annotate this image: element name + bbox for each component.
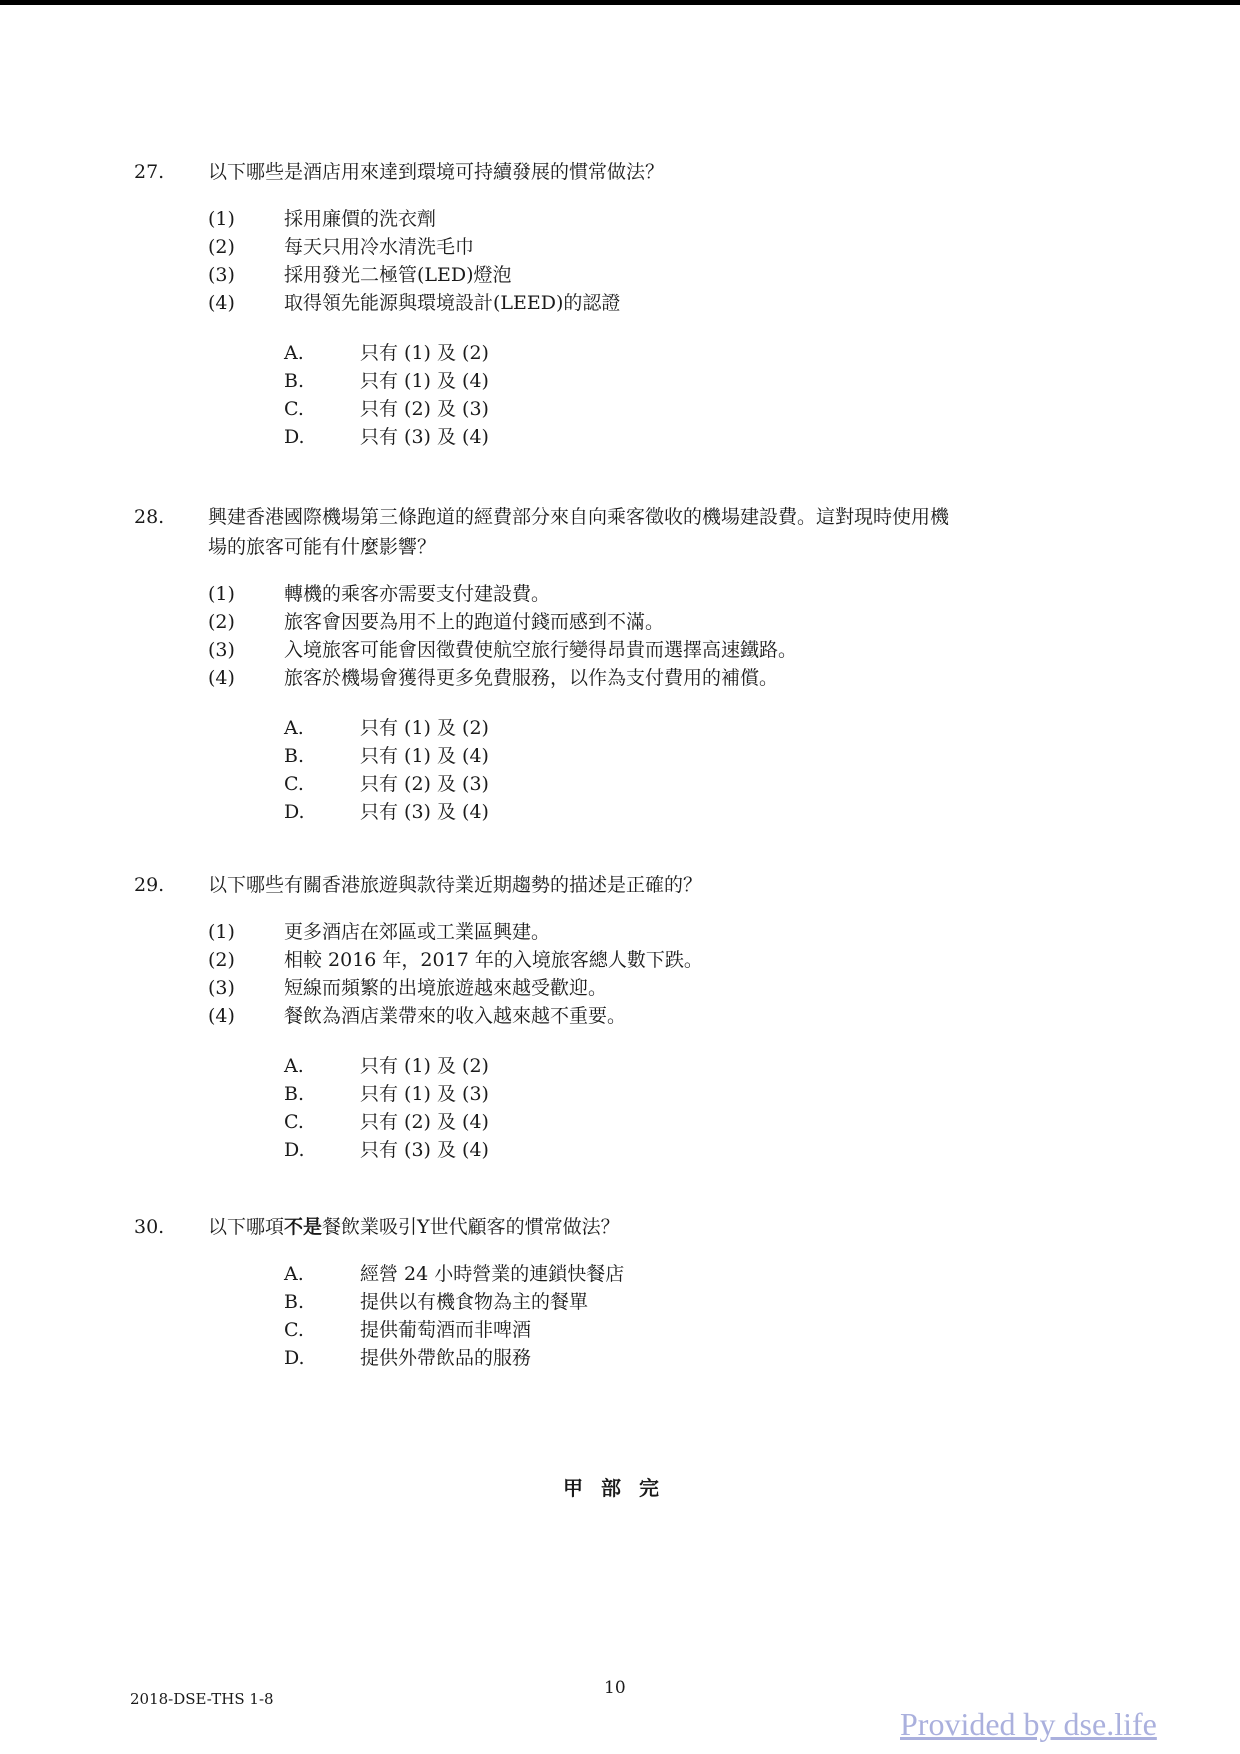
top-border [0,0,1240,5]
question-text-line-1: 興建香港國際機場第三條跑道的經費部分來自向乘客徵收的機場建設費。這對現時使用機 [208,506,950,528]
option-item: C. 只有 (2) 及 (3) [284,773,489,795]
question-text-line-2: 場的旅客可能有什麼影響？ [208,536,437,558]
option-item: A. 只有 (1) 及 (2) [284,1055,489,1077]
statement-item: (1) 轉機的乘客亦需要支付建設費。 [208,583,551,605]
statement-list [134,918,1134,1030]
option-item: C. 提供葡萄酒而非啤酒 [284,1319,532,1341]
statement-item: (2) 相較 2016 年，2017 年的入境旅客總人數下跌。 [208,949,703,971]
statement-item: (1) 採用廉價的洗衣劑 [208,208,437,230]
statement-item: (4) 旅客於機場會獲得更多免費服務，以作為支付費用的補償。 [208,667,779,689]
question-text: 以下哪些有關香港旅遊與款待業近期趨勢的描述是正確的？ [208,874,703,896]
option-item: D. 只有 (3) 及 (4) [284,801,489,823]
option-item: D. 只有 (3) 及 (4) [284,426,489,448]
question-number: 29. [134,874,165,896]
option-item: A. 只有 (1) 及 (2) [284,342,489,364]
statement-item: (4) 餐飲為酒店業帶來的收入越來越不重要。 [208,1005,627,1027]
emphasis-not: 不是 [284,1216,323,1238]
question-number: 28. [134,506,165,528]
option-list [134,714,1134,826]
option-item: B. 只有 (1) 及 (4) [284,745,489,767]
statement-item: (3) 短線而頻繁的出境旅遊越來越受歡迎。 [208,977,608,999]
question-text: 以下哪些是酒店用來達到環境可持續發展的慣常做法？ [208,161,665,183]
statement-list [134,580,1134,692]
statement-item: (3) 入境旅客可能會因徵費使航空旅行變得昂貴而選擇高速鐵路。 [208,639,798,661]
page-number: 10 [604,1678,626,1698]
statement-item: (4) 取得領先能源與環境設計(LEED)的認證 [208,292,621,314]
option-item: A. 經營 24 小時營業的連鎖快餐店 [284,1263,625,1285]
statement-list [134,205,1134,317]
option-item: B. 提供以有機食物為主的餐單 [284,1291,589,1313]
statement-item: (2) 旅客會因要為用不上的跑道付錢而感到不滿。 [208,611,665,633]
statement-item: (1) 更多酒店在郊區或工業區興建。 [208,921,551,943]
question-27 [134,157,1134,451]
option-list [134,1260,1134,1372]
paper-code: 2018-DSE-THS 1-8 [130,1690,274,1708]
statement-item: (3) 採用發光二極管(LED)燈泡 [208,264,512,286]
option-item: A. 只有 (1) 及 (2) [284,717,489,739]
statement-item: (2) 每天只用冷水清洗毛巾 [208,236,475,258]
section-end-marker: 甲部完 [563,1476,677,1500]
question-number: 30. [134,1216,165,1238]
option-item: C. 只有 (2) 及 (3) [284,398,489,420]
watermark: Provided by dse.life [900,1706,1157,1742]
option-list [134,1052,1134,1164]
option-item: B. 只有 (1) 及 (4) [284,370,489,392]
option-list [134,339,1134,451]
option-item: D. 提供外帶飲品的服務 [284,1347,532,1369]
option-item: D. 只有 (3) 及 (4) [284,1139,489,1161]
option-item: B. 只有 (1) 及 (3) [284,1083,489,1105]
question-30 [134,1212,1134,1372]
option-item: C. 只有 (2) 及 (4) [284,1111,489,1133]
question-number: 27. [134,161,165,183]
question-text: 以下哪項不是餐飲業吸引Y世代顧客的慣常做法？ [208,1216,620,1238]
question-29 [134,870,1134,1164]
question-28 [134,502,1134,826]
